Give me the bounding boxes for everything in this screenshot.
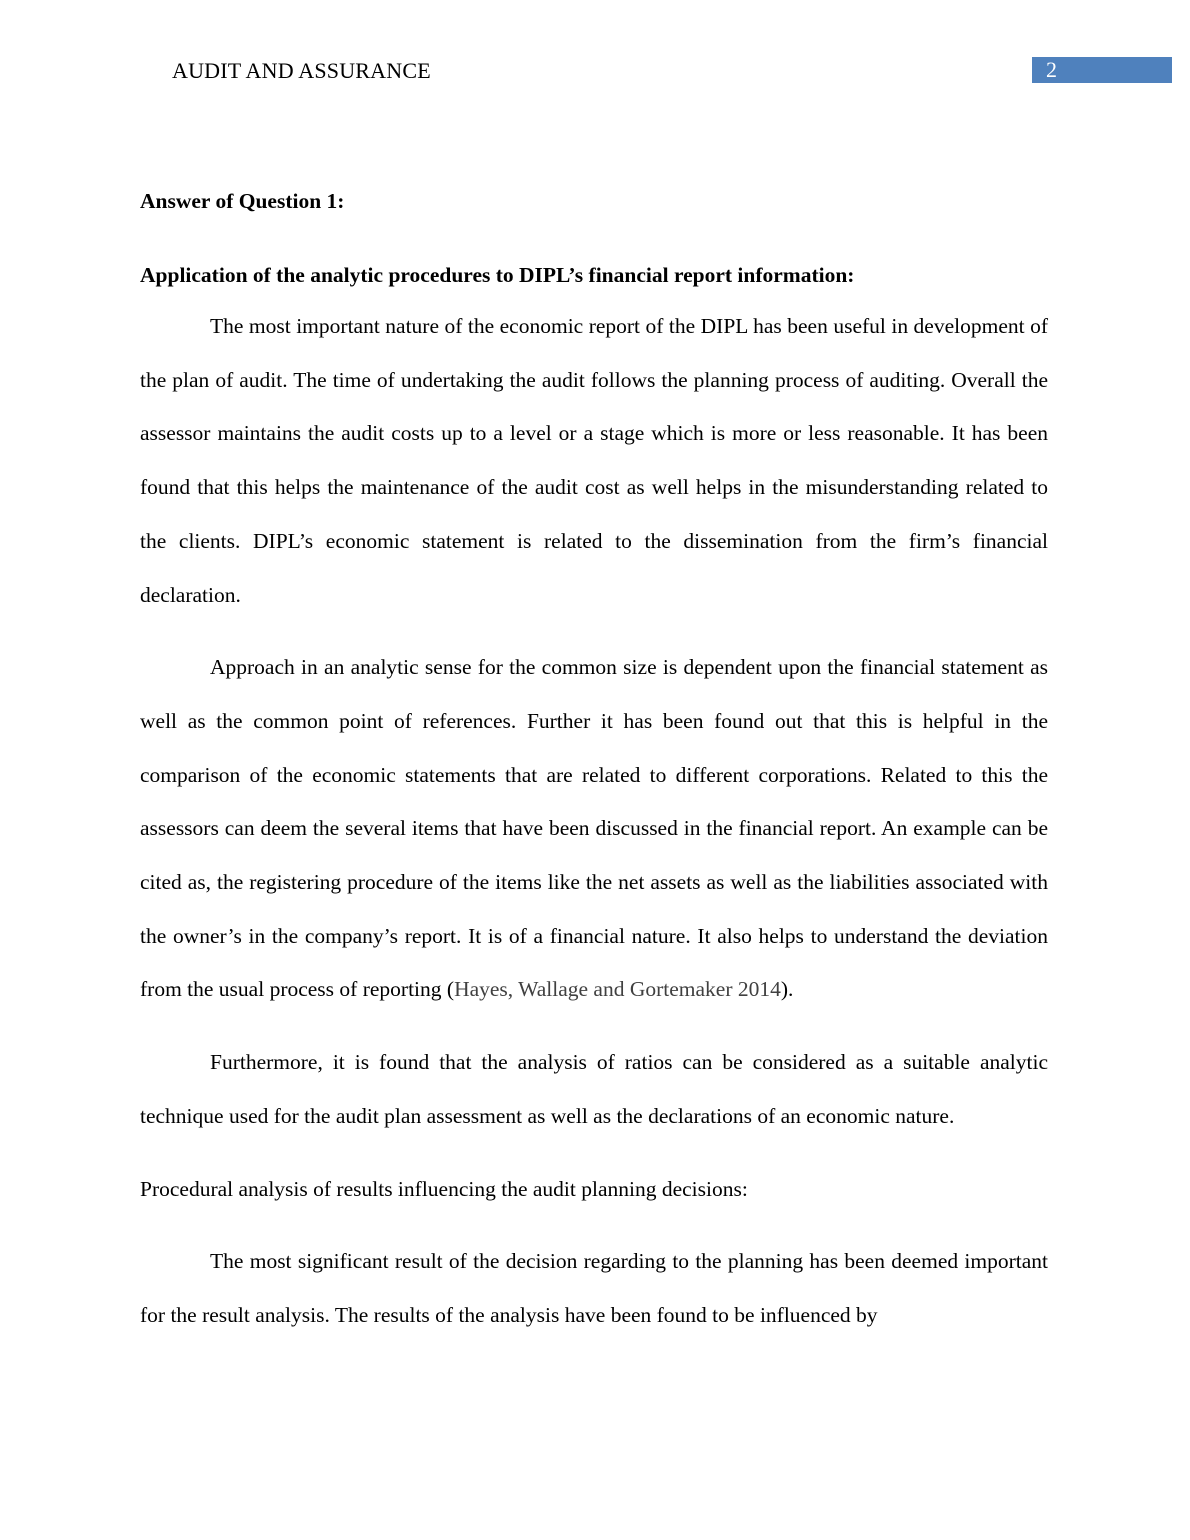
paragraph-2-text: Approach in an analytic sense for the common size is dependent upon the financial statement as well as the common point of references. Further it has been found out that this is helpful in the comparison of the economic statements that are related to different corporations. Related to this the assessors can deem the several items that have been discussed in the financial report. An example can be cited as, the registering procedure of the items like the net assets as well as the liabilities associated with the owner’s in the company’s report. It is of a financial nature. It also helps to understand the deviation from the usual process of reporting ( xyxy=(140,655,1048,1002)
heading-application-analytic-procedures: Application of the analytic procedures to DIPL’s financial report information: xyxy=(140,263,855,287)
subheading-procedural-analysis: Procedural analysis of results influencing the audit planning decisions: xyxy=(140,1176,748,1201)
citation-hayes-2014: Hayes, Wallage and Gortemaker 2014 xyxy=(454,977,781,1002)
heading-answer-question-1: Answer of Question 1: xyxy=(140,189,345,213)
page-number-badge xyxy=(1032,57,1172,83)
paragraph-2-end: ). xyxy=(780,977,794,1002)
running-header-title: AUDIT AND ASSURANCE xyxy=(172,58,431,83)
page-number: 2 xyxy=(1046,57,1057,82)
paragraph-2 xyxy=(140,641,1048,1017)
paragraph-3: Furthermore, it is found that the analysis of ratios can be considered as a suitable analytic technique used for the audit plan assessment as well as the declarations of an economic nature. xyxy=(140,1050,1048,1128)
paragraph-4: The most significant result of the decision regarding to the planning has been deemed important for the result analysis. The results of the analysis have been found to be influenced by xyxy=(140,1249,1048,1327)
document-body xyxy=(140,186,1048,1343)
paragraph-1: The most important nature of the economic report of the DIPL has been useful in development of the plan of audit. The time of undertaking the audit follows the planning process of auditing. Overall the assessor maintains the audit costs up to a level or a stage which is more or less reasonable. It has been found that this helps the maintenance of the audit cost as well helps in the misunderstanding related to the clients. DIPL’s economic statement is related to the dissemination from the firm’s financial declaration. xyxy=(140,314,1048,607)
